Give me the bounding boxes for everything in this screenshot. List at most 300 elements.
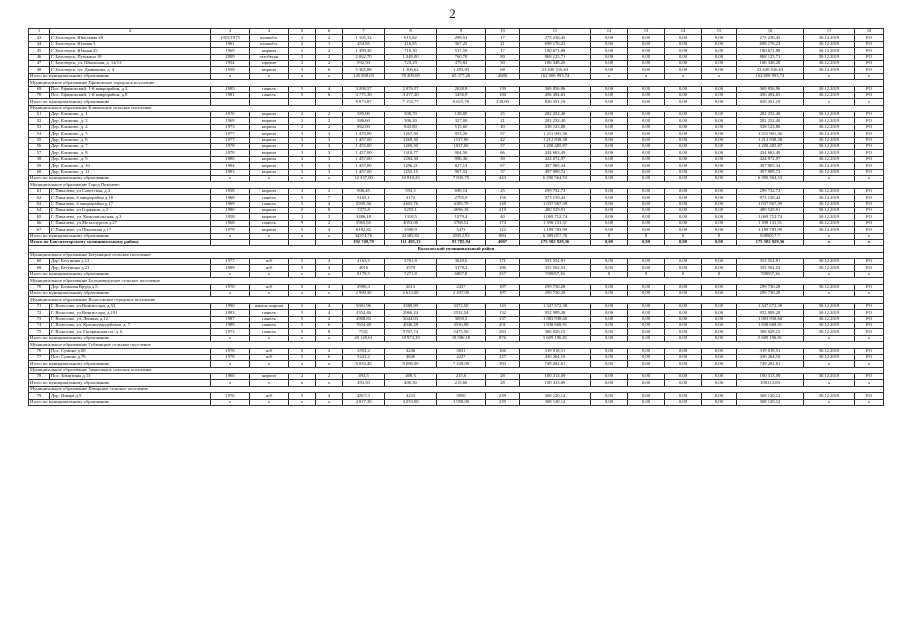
table-cell: 66	[486, 150, 520, 156]
table-cell: 54	[29, 131, 50, 137]
section-title: Муниципальное образование Большеврудское сельское поселение	[29, 278, 884, 284]
total-cell: x	[250, 73, 289, 79]
table-cell: 0,00	[628, 169, 665, 175]
table-cell: 4	[316, 284, 343, 290]
total-cell: 0,00	[628, 175, 665, 181]
total-cell: 175 582 929,36	[737, 239, 804, 245]
table-cell: 1 455,00	[343, 144, 385, 150]
total-cell: 6 390 564,53	[520, 175, 591, 181]
table-cell: 430 264,10	[737, 354, 804, 360]
table-cell: 0,00	[665, 265, 702, 271]
table-cell: 2532,54	[437, 310, 486, 316]
table-cell: 100 313,09	[737, 374, 804, 380]
section-title: Муниципальное образование Волосовское городское поселение	[29, 297, 884, 303]
table-cell: 0,00	[628, 201, 665, 207]
table-cell: 2	[316, 54, 343, 60]
total-cell: x	[211, 271, 250, 277]
table-cell: кирпич	[250, 131, 289, 137]
table-cell: 1 083 938,60	[737, 316, 804, 322]
table-cell: кирпич	[250, 207, 289, 213]
table-cell: 0,00	[665, 220, 702, 226]
table-cell: 2613	[385, 284, 437, 290]
table-cell: 1 457,00	[343, 163, 385, 169]
address-cell: Г. Пикалево, 6 микрорайон д.18	[50, 195, 211, 201]
table-cell: 0,00	[591, 124, 628, 130]
total-cell: 8 086,00	[385, 361, 437, 367]
table-cell: 58	[29, 156, 50, 162]
table-cell: 4536,08	[437, 322, 486, 328]
table-cell: 3	[289, 150, 316, 156]
table-cell: 0,00	[702, 41, 737, 47]
table-cell: 30.12.2019	[804, 303, 855, 309]
table-cell: 5	[289, 329, 316, 335]
table-cell: 17	[486, 48, 520, 54]
table-cell: 0,00	[665, 144, 702, 150]
table-cell: 1 083 938,60	[520, 316, 591, 322]
table-cell: 4	[316, 259, 343, 265]
total-cell: 162 006 993,74	[520, 73, 591, 79]
table-cell: 30.12.2019	[804, 112, 855, 118]
total-cell: 0,00	[628, 239, 665, 245]
table-cell: 1 349,00	[385, 54, 437, 60]
table-cell: 60	[29, 169, 50, 175]
total-cell: 493,50	[343, 380, 385, 386]
table-cell: 156	[486, 195, 520, 201]
table-cell: 3044,03	[385, 316, 437, 322]
table-cell: 21	[486, 118, 520, 124]
column-number-cell: 9	[437, 29, 486, 35]
address-cell: Дер. Климово, д. 11	[50, 169, 211, 175]
total-cell: 0,00	[591, 399, 628, 405]
table-cell: 480 529,91	[737, 207, 804, 213]
table-cell: 760,70	[437, 54, 486, 60]
address-cell: Дер. Бегуницы д.12	[50, 259, 211, 265]
table-cell: 0,00	[591, 259, 628, 265]
table-cell: 1 398 131,51	[737, 220, 804, 226]
table-cell: 0,00	[628, 316, 665, 322]
table-cell: 166	[486, 348, 520, 354]
table-cell: 952 989,28	[520, 310, 591, 316]
table-cell: 3	[289, 156, 316, 162]
table-cell: 30	[486, 60, 520, 66]
table-cell: 3031	[437, 348, 486, 354]
table-cell: 497 985,34	[737, 163, 804, 169]
table-cell: 1310,5	[385, 214, 437, 220]
table-cell: 56	[29, 144, 50, 150]
table-cell: 5	[289, 303, 316, 309]
total-cell: 749 282,61	[520, 361, 591, 367]
table-cell: РО	[855, 144, 884, 150]
table-cell: 1980	[211, 207, 250, 213]
table-cell: 1 398 131,51	[520, 220, 591, 226]
table-cell: РО	[855, 35, 884, 41]
table-cell: 868 125,71	[737, 54, 804, 60]
table-cell: 3	[289, 131, 316, 137]
table-cell: 0,00	[665, 316, 702, 322]
table-cell: 3456,9	[437, 92, 486, 98]
table-cell: 66	[29, 220, 50, 226]
address-cell: Г. Белозерск, Южная 3	[50, 41, 211, 47]
table-cell: 0,00	[591, 86, 628, 92]
address-cell: Г. Волосово, ул. Ленина, д.12	[50, 316, 211, 322]
section-title: Муниципальное образование Климовское сельское поселение	[29, 105, 884, 111]
table-cell: 9	[289, 220, 316, 226]
table-cell: РО	[855, 227, 884, 233]
total-cell: 0,00	[702, 175, 737, 181]
section-title: Муниципальное образование Изварское сельское поселение	[29, 386, 884, 392]
table-cell: 2437	[437, 284, 486, 290]
table-cell: 0,00	[628, 195, 665, 201]
total-cell: 12 337,00	[343, 175, 385, 181]
table-cell: 1 457,00	[343, 156, 385, 162]
table-cell: 0,00	[628, 156, 665, 162]
table-cell: РО	[855, 195, 884, 201]
table-cell: 30.12.2019	[804, 227, 855, 233]
total-cell: x	[804, 380, 855, 386]
column-number-cell: 16	[737, 29, 804, 35]
table-cell: 0,00	[702, 374, 737, 380]
total-cell: 0,00	[702, 399, 737, 405]
total-cell: 0,00	[591, 291, 628, 297]
address-cell: Дер. Климово, д. 7	[50, 144, 211, 150]
district-title: Волосовский муниципальный район	[29, 246, 884, 252]
table-cell: 69	[29, 86, 50, 92]
total-cell: 826 351,19	[520, 99, 591, 105]
table-cell: 0,00	[702, 118, 737, 124]
total-cell: 0,00	[702, 361, 737, 367]
table-cell: 2	[316, 220, 343, 226]
table-cell: 4	[316, 310, 343, 316]
total-cell: 0,00	[702, 239, 737, 245]
address-cell: Дер. Климово, д. 5	[50, 131, 211, 137]
table-cell: 0,00	[665, 35, 702, 41]
table-cell: 0,00	[628, 374, 665, 380]
column-number-cell: 10	[486, 29, 520, 35]
table-cell: РО	[855, 60, 884, 66]
table-cell: 1977	[211, 131, 250, 137]
table-cell: 30.12.2019	[804, 118, 855, 124]
table-cell: 0,00	[591, 207, 628, 213]
table-cell: 5	[289, 284, 316, 290]
table-cell: 0,00	[665, 195, 702, 201]
table-cell: ж/б	[250, 354, 289, 360]
table-cell: 3471	[437, 227, 486, 233]
address-cell: Пос. Зимитицы д.13	[50, 374, 211, 380]
table-cell: 1979	[211, 227, 250, 233]
address-cell: Г. Пикалево, 6 микрорайон д.17	[50, 201, 211, 207]
table-cell: газобетон	[250, 54, 289, 60]
table-cell: 0,00	[628, 137, 665, 143]
address-cell: Г. Волосово, ул. Красногвардейская, д. 7	[50, 322, 211, 328]
table-cell: 1269,30	[385, 137, 437, 143]
table-cell: 4 277,20	[385, 92, 437, 98]
table-cell: 424 072,97	[737, 156, 804, 162]
table-cell: 904,50	[437, 150, 486, 156]
total-cell: 175 582 929,36	[520, 239, 591, 245]
subtotal-row	[29, 399, 884, 405]
total-cell: x	[250, 361, 289, 367]
table-cell: 4227	[437, 354, 486, 360]
total-cell: 8179,5	[343, 271, 385, 277]
total-cell: 749 282,61	[737, 361, 804, 367]
total-cell: 3 950,00	[437, 399, 486, 405]
table-cell: 456 494,63	[520, 92, 591, 98]
total-cell: x	[289, 361, 316, 367]
table-cell: 380,60	[343, 118, 385, 124]
total-cell: 0	[628, 271, 665, 277]
table-cell: 0,00	[591, 163, 628, 169]
address-cell: Пос. Ефимовский, 1-й микрорайон, д.2	[50, 86, 211, 92]
table-cell: 0,00	[702, 112, 737, 118]
table-cell: кирпич	[250, 227, 289, 233]
total-cell: x	[804, 271, 855, 277]
table-cell: 0,00	[591, 169, 628, 175]
table-cell: 30.12.2019	[804, 329, 855, 335]
table-cell: 30.12.2019	[804, 284, 855, 290]
table-cell: 30.12.2019	[804, 322, 855, 328]
table-cell: 1284,30	[385, 156, 437, 162]
total-cell: x	[289, 175, 316, 181]
table-cell: РО	[855, 137, 884, 143]
total-cell: x	[804, 175, 855, 181]
table-cell: 46	[29, 54, 50, 60]
table-cell: 4846,28	[385, 322, 437, 328]
total-cell: 0,00	[628, 361, 665, 367]
table-cell: 6	[316, 92, 343, 98]
table-cell: 3	[289, 144, 316, 150]
table-cell: 7654,48	[343, 322, 385, 328]
total-cell: 65 377,26	[437, 73, 486, 79]
table-cell: 0,00	[702, 131, 737, 137]
table-cell: 0,00	[591, 188, 628, 194]
table-cell: 386 028,15	[737, 329, 804, 335]
table-cell: 0,00	[628, 48, 665, 54]
total-cell: x	[316, 233, 343, 239]
table-cell: РО	[855, 188, 884, 194]
table-cell: 2	[289, 35, 316, 41]
table-cell: 479,82	[437, 60, 486, 66]
table-cell: 0,00	[628, 86, 665, 92]
total-cell: 368 120,12	[520, 399, 591, 405]
total-cell: x	[855, 175, 884, 181]
total-cell: x	[804, 99, 855, 105]
table-cell: 996,30	[437, 156, 486, 162]
total-cell: x	[804, 399, 855, 405]
total-cell: 368 120,12	[737, 399, 804, 405]
total-cell: 0,00	[665, 99, 702, 105]
total-cell: x	[316, 73, 343, 79]
table-cell: 106 348,20	[737, 60, 804, 66]
total-cell: x	[316, 291, 343, 297]
total-cell: 6389017,7	[737, 233, 804, 239]
total-cell: 100 313,09	[520, 380, 591, 386]
column-number-cell: 3	[211, 29, 250, 35]
table-cell: 72	[29, 310, 50, 316]
table-cell: 1 838 668,91	[737, 322, 804, 328]
table-cell: 0,00	[702, 150, 737, 156]
table-cell: 953,20	[437, 131, 486, 137]
table-cell: РО	[855, 310, 884, 316]
total-cell: 0	[665, 233, 702, 239]
total-label: Итого по муниципальному образованию	[29, 73, 211, 79]
table-cell: 0,00	[591, 310, 628, 316]
table-cell: РО	[855, 92, 884, 98]
table-cell: ж/б	[250, 259, 289, 265]
table-cell: РО	[855, 329, 884, 335]
table-cell: 1 212 838,38	[520, 137, 591, 143]
total-cell: x	[804, 239, 855, 245]
table-cell: 25	[486, 112, 520, 118]
table-cell: 0,00	[665, 67, 702, 73]
table-cell: РО	[855, 284, 884, 290]
total-cell: 709057,36	[737, 271, 804, 277]
total-cell: x	[855, 271, 884, 277]
table-cell: 1 838 668,91	[520, 322, 591, 328]
table-cell: 0,00	[628, 310, 665, 316]
column-number-cell: 2	[50, 29, 211, 35]
table-cell: 1 211 901,36	[520, 131, 591, 137]
column-number-cell: 5	[289, 29, 316, 35]
table-cell: 0,00	[665, 163, 702, 169]
table-cell: 30.12.2019	[804, 393, 855, 399]
total-cell: 0,00	[591, 239, 628, 245]
table-cell: 1 457,00	[343, 169, 385, 175]
table-cell: 3	[289, 169, 316, 175]
table-cell: 0,00	[591, 201, 628, 207]
table-cell: 1961	[211, 41, 250, 47]
total-cell: 357	[486, 271, 520, 277]
table-cell: 3173	[385, 195, 437, 201]
table-cell: РО	[855, 124, 884, 130]
total-cell: x	[211, 380, 250, 386]
table-cell: 1 212 838,38	[737, 137, 804, 143]
table-cell: 2990,3	[343, 284, 385, 290]
table-cell: 299,54	[437, 35, 486, 41]
table-cell: 0,00	[702, 124, 737, 130]
column-number-cell: 12	[591, 29, 628, 35]
table-cell: 23 630 516,63	[520, 67, 591, 73]
table-cell: РО	[855, 354, 884, 360]
total-cell: x	[804, 361, 855, 367]
total-cell: x	[211, 399, 250, 405]
table-cell: 0,00	[702, 303, 737, 309]
table-cell: 0,00	[665, 112, 702, 118]
section-title: Муниципальное образование Бегуницкое сельское поселение	[29, 252, 884, 258]
table-cell: РО	[855, 163, 884, 169]
table-cell: 67	[486, 163, 520, 169]
table-cell: 3592,2	[343, 348, 385, 354]
table-cell: 57	[486, 131, 520, 137]
table-cell: кирпич	[250, 137, 289, 143]
total-cell: 215,60	[437, 380, 486, 386]
total-cell: x	[316, 271, 343, 277]
table-cell: кирпич	[250, 112, 289, 118]
column-number-cell: 15	[702, 29, 737, 35]
table-cell: 30.12.2019	[804, 163, 855, 169]
total-cell: 22385,82	[385, 233, 437, 239]
table-cell: 3	[316, 156, 343, 162]
table-cell: 1981	[211, 92, 250, 98]
table-cell: 1 208 485,87	[520, 144, 591, 150]
table-cell: 30.12.2019	[804, 259, 855, 265]
table-cell: 299 732,72	[520, 188, 591, 194]
table-cell: 319 018,51	[737, 348, 804, 354]
table-cell: 180 671,88	[737, 48, 804, 54]
table-cell: 30.12.2019	[804, 124, 855, 130]
table-cell: панель	[250, 316, 289, 322]
table-cell: 0,00	[628, 112, 665, 118]
total-cell: 0,00	[591, 380, 628, 386]
total-cell: 0	[628, 233, 665, 239]
table-cell: 480 529,91	[520, 207, 591, 213]
total-cell: x	[250, 271, 289, 277]
table-cell: 827,13	[437, 163, 486, 169]
table-cell: 5	[289, 348, 316, 354]
table-cell: 1 493,83	[437, 67, 486, 73]
table-cell: 0,00	[591, 348, 628, 354]
table-cell: 5	[289, 207, 316, 213]
table-cell: 1267,30	[385, 131, 437, 137]
total-cell: 400,30	[385, 380, 437, 386]
table-cell: 25	[486, 188, 520, 194]
table-cell: 68	[486, 67, 520, 73]
table-cell: 43	[29, 35, 50, 41]
table-cell: 299 730,28	[520, 284, 591, 290]
table-cell: 353 554,81	[520, 259, 591, 265]
table-cell: 0,00	[702, 86, 737, 92]
table-cell: 0,00	[702, 163, 737, 169]
table-cell: 5601,96	[343, 303, 385, 309]
table-cell: 2	[289, 60, 316, 66]
table-cell: 3059,5	[437, 316, 486, 322]
total-cell: 0	[702, 233, 737, 239]
table-cell: 1970	[211, 112, 250, 118]
address-cell: Г. Белозерск, Пушкина 18	[50, 54, 211, 60]
table-cell: 5	[289, 86, 316, 92]
table-cell: 282 252,40	[520, 118, 591, 124]
total-cell: 0	[665, 271, 702, 277]
total-cell: x	[316, 361, 343, 367]
table-cell: 71	[29, 303, 50, 309]
table-cell: 0,00	[628, 214, 665, 220]
table-cell: 30.12.2019	[804, 92, 855, 98]
table-cell: 1989	[211, 265, 250, 271]
table-cell: 3598,9	[385, 227, 437, 233]
table-cell: 0,00	[702, 348, 737, 354]
table-cell: 1 457,00	[343, 137, 385, 143]
table-cell: 5	[289, 201, 316, 207]
table-cell: 1977	[211, 259, 250, 265]
total-cell: 0,00	[591, 335, 628, 341]
table-cell: 355 502,53	[737, 265, 804, 271]
table-cell: 70	[29, 284, 50, 290]
table-cell: 30.12.2019	[804, 41, 855, 47]
total-cell: 8 073,87	[343, 99, 385, 105]
table-cell: 65	[29, 214, 50, 220]
table-cell: РО	[855, 201, 884, 207]
column-number-cell: 8	[385, 29, 437, 35]
table-cell: 30.12.2019	[804, 201, 855, 207]
total-cell: 111 495,13	[385, 239, 437, 245]
table-cell: 3	[316, 131, 343, 137]
table-cell: 3570	[385, 265, 437, 271]
total-cell: x	[316, 380, 343, 386]
table-cell: 615,82	[385, 35, 437, 41]
table-cell: 5	[289, 354, 316, 360]
total-cell: x	[289, 271, 316, 277]
table-cell: 0,00	[665, 227, 702, 233]
table-cell: 0,00	[702, 48, 737, 54]
